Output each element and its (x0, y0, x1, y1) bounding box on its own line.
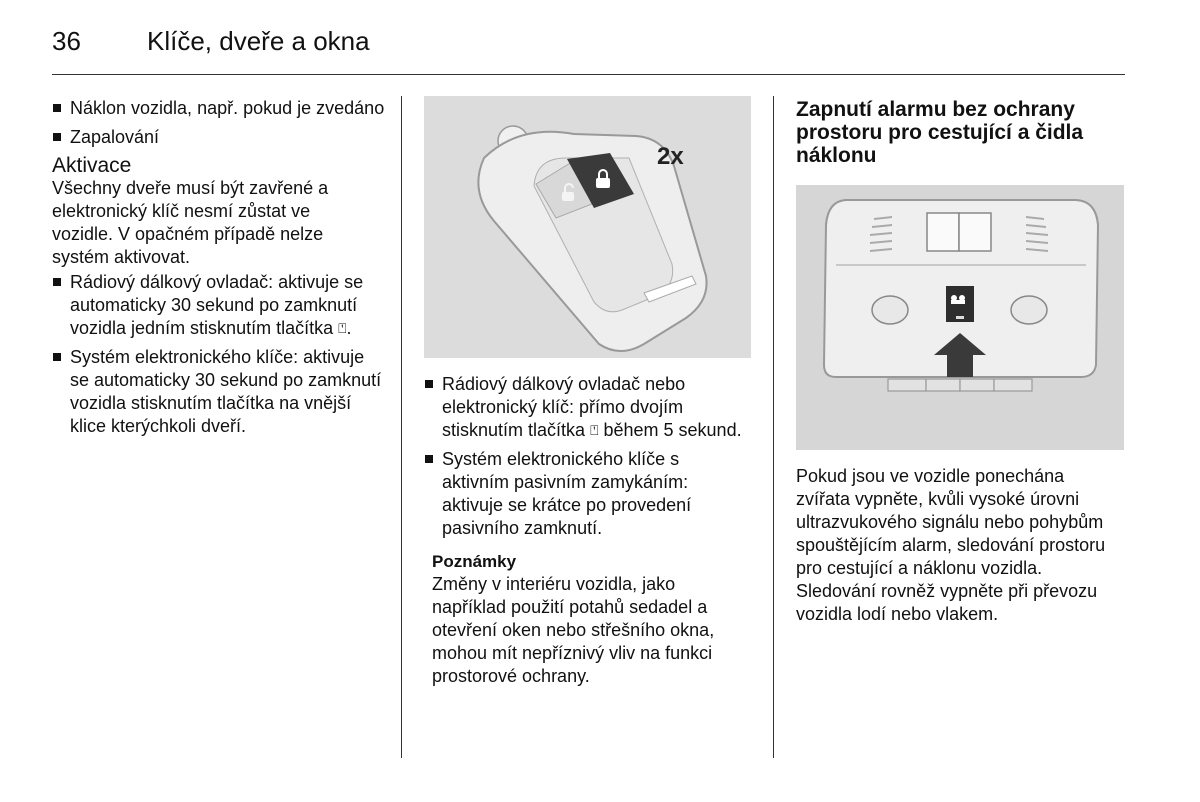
column-divider-1 (401, 96, 402, 758)
overhead-switches (888, 379, 1032, 391)
reading-light-left (927, 213, 959, 251)
list-item-text: Rádiový dálkový ovladač nebo elektronický klíč: přímo dvojím stisknutím tlačítka (442, 374, 686, 440)
column-1 (52, 97, 387, 444)
note-heading: Poznámky (432, 552, 517, 571)
list-item (52, 271, 387, 340)
header-rule (52, 74, 1125, 75)
lock-icon: ⍞ (590, 422, 599, 438)
list-item: Systém elektronického klíče: aktivuje se automaticky 30 sekund po zamknutí vozidla stisknutím tlačítka na vnější klice kterýchkoli dveří. (52, 346, 387, 438)
reading-light-right (959, 213, 991, 251)
figure-label: 2x (657, 143, 684, 170)
overhead-console-figure (796, 185, 1124, 450)
column-3-body (796, 465, 1126, 626)
page-number: 36 (52, 26, 81, 56)
lock-icon: ⍞ (338, 320, 347, 336)
paragraph: Všechny dveře musí být zavřené a elektronický klíč nesmí zůstat ve vozidle. V opačném případě nelze systém aktivovat. (52, 178, 329, 267)
paragraph: Pokud jsou ve vozidle ponechána zvířata vypněte, kvůli vysoké úrovni ultrazvukového signálu nebo pohybům spouštějícím alarm, sledování prostoru pro cestující a náklonu vozidla. Sledování rovněž vypněte při převozu vozidla lodí nebo vlakem. (796, 466, 1106, 624)
bullet-list-top (52, 97, 387, 149)
bullet-list (424, 373, 754, 540)
list-item-text-end: během 5 sekund. (603, 420, 742, 440)
key-fob-figure (424, 96, 751, 358)
overhead-console-illustration (796, 185, 1124, 450)
section-heading: Aktivace (52, 154, 132, 177)
column-3 (796, 98, 1126, 167)
bullet-list (52, 271, 387, 438)
column-divider-2 (773, 96, 774, 758)
lamp-left (872, 296, 908, 324)
lamp-right (1011, 296, 1047, 324)
list-item: Zapalování (52, 126, 387, 149)
page-title: Klíče, dveře a okna (147, 26, 370, 56)
list-item-text-end: . (346, 318, 352, 338)
list-item: Náklon vozidla, např. pokud je zvedáno (52, 97, 387, 120)
list-item: Systém elektronického klíče s aktivním pasivním zamykáním: aktivuje se krátce po provedení pasivního zamknutí. (424, 448, 742, 540)
list-item (424, 373, 754, 442)
section-heading: Zapnutí alarmu bez ochrany prostoru pro cestující a čidla náklonu (796, 98, 1084, 167)
column-2 (424, 373, 754, 688)
list-item-text: Rádiový dálkový ovladač: aktivuje se automaticky 30 sekund po zamknutí vozidla jedním stisknutím tlačítka (70, 272, 364, 338)
note-text: Změny v interiéru vozidla, jako například použití potahů sedadel a otevření oken nebo střešního okna, mohou mít nepříznivý vliv na funkci prostorové ochrany. (432, 574, 715, 686)
key-fob-illustration (424, 96, 751, 358)
alarm-off-button-led (956, 316, 964, 319)
